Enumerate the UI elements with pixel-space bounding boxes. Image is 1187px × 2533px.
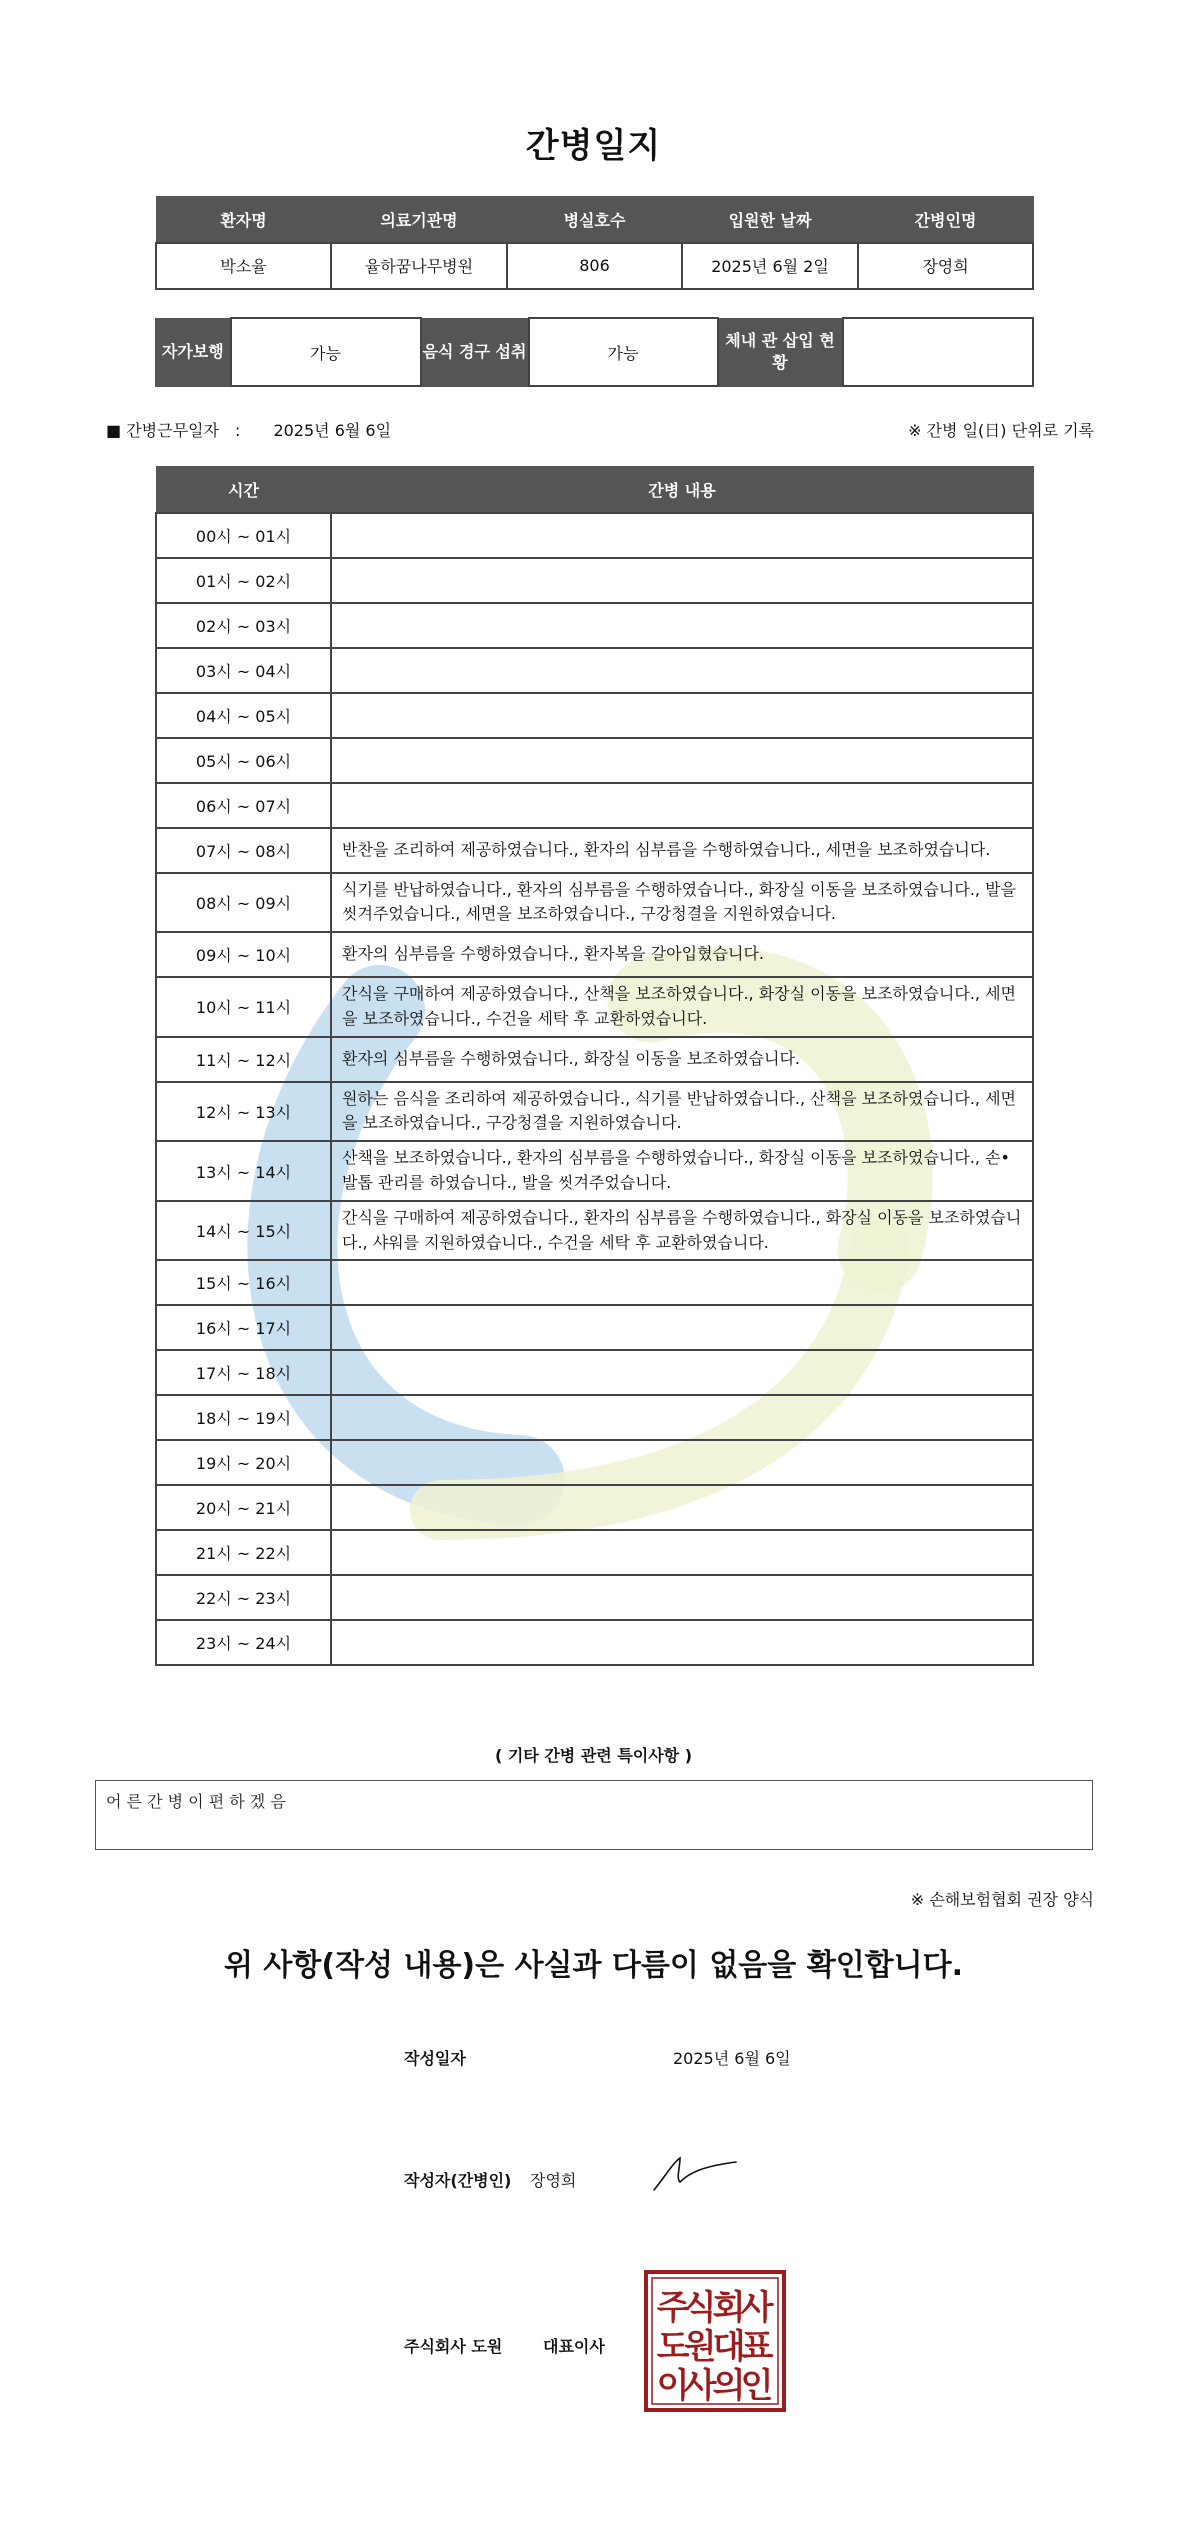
oral-intake-value: 가능	[529, 318, 718, 386]
log-row	[156, 1395, 1033, 1440]
log-row	[156, 1305, 1033, 1350]
log-row	[156, 1037, 1033, 1082]
log-time: 22시 ~ 23시	[156, 1575, 331, 1620]
log-time: 17시 ~ 18시	[156, 1350, 331, 1395]
svg-text:대: 대	[712, 2327, 746, 2367]
log-content: 식기를 반납하였습니다., 환자의 심부름을 수행하였습니다., 화장실 이동을 보조하였습니다., 발을 씻겨주었습니다., 세면을 보조하였습니다., 구강청결을 지원하였습니다.	[331, 873, 1033, 933]
header-admission-date: 입원한 날짜	[682, 197, 858, 243]
log-content	[331, 1530, 1033, 1575]
log-row	[156, 1485, 1033, 1530]
log-content	[331, 1575, 1033, 1620]
log-content: 간식을 구매하여 제공하였습니다., 산책을 보조하였습니다., 화장실 이동을 보조하였습니다., 세면을 보조하였습니다., 수건을 세탁 후 교환하였습니다.	[331, 977, 1033, 1037]
log-row	[156, 1201, 1033, 1261]
log-time: 00시 ~ 01시	[156, 513, 331, 558]
log-time: 04시 ~ 05시	[156, 693, 331, 738]
svg-text:표: 표	[740, 2327, 774, 2367]
unit-note: ※ 간병 일(日) 단위로 기록	[908, 421, 1094, 440]
log-content	[331, 513, 1033, 558]
log-content	[331, 693, 1033, 738]
log-row	[156, 977, 1033, 1037]
log-time: 08시 ~ 09시	[156, 873, 331, 933]
log-content	[331, 1395, 1033, 1440]
log-row	[156, 783, 1033, 828]
svg-text:주: 주	[656, 2288, 690, 2328]
log-row	[156, 932, 1033, 977]
log-time: 18시 ~ 19시	[156, 1395, 331, 1440]
admission-date: 2025년 6월 2일	[682, 243, 858, 289]
log-time: 13시 ~ 14시	[156, 1141, 331, 1201]
log-time: 03시 ~ 04시	[156, 648, 331, 693]
log-time: 06시 ~ 07시	[156, 783, 331, 828]
care-log-table	[155, 466, 1034, 1666]
svg-text:의: 의	[712, 2366, 746, 2406]
form-source-note: ※ 손해보험협회 권장 양식	[910, 1890, 1094, 1909]
log-row	[156, 1620, 1033, 1665]
log-content	[331, 1305, 1033, 1350]
log-content	[331, 558, 1033, 603]
log-time: 12시 ~ 13시	[156, 1082, 331, 1142]
log-content	[331, 1260, 1033, 1305]
self-walk-label: 자가보행	[156, 318, 231, 386]
log-time: 16시 ~ 17시	[156, 1305, 331, 1350]
writer-label: 작성자(간병인)	[404, 2171, 512, 2190]
work-date-label: ■ 간병근무일자 :	[106, 421, 241, 440]
log-row	[156, 1141, 1033, 1201]
log-time: 21시 ~ 22시	[156, 1530, 331, 1575]
document-title: 간병일지	[525, 126, 662, 166]
write-date-value: 2025년 6월 6일	[673, 2049, 791, 2068]
log-row	[156, 603, 1033, 648]
handwritten-signature	[650, 2150, 740, 2195]
log-time: 05시 ~ 06시	[156, 738, 331, 783]
work-date-value: 2025년 6월 6일	[273, 421, 392, 440]
svg-text:회: 회	[712, 2288, 746, 2328]
caregiver-name: 장영희	[858, 243, 1033, 289]
svg-text:원: 원	[683, 2327, 717, 2367]
log-time: 07시 ~ 08시	[156, 828, 331, 873]
log-content	[331, 1485, 1033, 1530]
log-content	[331, 648, 1033, 693]
company-label: 주식회사 도원	[404, 2337, 503, 2356]
log-row	[156, 1575, 1033, 1620]
header-time: 시간	[156, 467, 331, 513]
header-care-content: 간병 내용	[331, 467, 1033, 513]
header-room-number: 병실호수	[507, 197, 682, 243]
tube-value	[843, 318, 1033, 386]
patient-name: 박소율	[156, 243, 331, 289]
header-patient-name: 환자명	[156, 197, 331, 243]
log-content: 반찬을 조리하여 제공하였습니다., 환자의 심부름을 수행하였습니다., 세면을 보조하였습니다.	[331, 828, 1033, 873]
log-time: 11시 ~ 12시	[156, 1037, 331, 1082]
patient-status-table	[155, 317, 1034, 387]
log-row	[156, 738, 1033, 783]
svg-text:사: 사	[740, 2288, 774, 2328]
oral-intake-label: 음식 경구 섭취	[421, 318, 529, 386]
write-date-label: 작성일자	[404, 2049, 466, 2068]
svg-text:사: 사	[683, 2366, 717, 2406]
log-time: 23시 ~ 24시	[156, 1620, 331, 1665]
log-content	[331, 1620, 1033, 1665]
log-time: 02시 ~ 03시	[156, 603, 331, 648]
room-number: 806	[507, 243, 682, 289]
hospital-name: 율하꿈나무병원	[331, 243, 507, 289]
log-content: 원하는 음식을 조리하여 제공하였습니다., 식기를 반납하였습니다., 산책을 보조하였습니다., 세면을 보조하였습니다., 구강청결을 지원하였습니다.	[331, 1082, 1033, 1142]
extra-notes-box: 어 른 간 병 이 편 하 겠 음	[95, 1780, 1093, 1850]
extra-notes-title: ( 기타 간병 관련 특이사항 )	[494, 1746, 693, 1765]
svg-text:식: 식	[683, 2288, 717, 2328]
log-content	[331, 783, 1033, 828]
log-row	[156, 1260, 1033, 1305]
log-row	[156, 693, 1033, 738]
log-content	[331, 603, 1033, 648]
log-content: 산책을 보조하였습니다., 환자의 심부름을 수행하였습니다., 화장실 이동을 보조하였습니다., 손•발톱 관리를 하였습니다., 발을 씻겨주었습니다.	[331, 1141, 1033, 1201]
log-content	[331, 1350, 1033, 1395]
svg-text:인: 인	[740, 2366, 774, 2406]
self-walk-value: 가능	[231, 318, 421, 386]
log-content: 환자의 심부름을 수행하였습니다., 화장실 이동을 보조하였습니다.	[331, 1037, 1033, 1082]
header-caregiver-name: 간병인명	[858, 197, 1033, 243]
log-row	[156, 1350, 1033, 1395]
svg-text:도: 도	[656, 2327, 690, 2367]
log-content: 간식을 구매하여 제공하였습니다., 환자의 심부름을 수행하였습니다., 화장실 이동을 보조하였습니다., 샤워를 지원하였습니다., 수건을 세탁 후 교환하였습니다.	[331, 1201, 1033, 1261]
log-time: 19시 ~ 20시	[156, 1440, 331, 1485]
log-row	[156, 1530, 1033, 1575]
log-row	[156, 1440, 1033, 1485]
log-row	[156, 558, 1033, 603]
writer-name: 장영희	[530, 2171, 577, 2190]
tube-label: 체내 관 삽입 현황	[718, 318, 843, 386]
header-hospital-name: 의료기관명	[331, 197, 507, 243]
log-content: 환자의 심부름을 수행하였습니다., 환자복을 갈아입혔습니다.	[331, 932, 1033, 977]
company-seal	[644, 2270, 786, 2412]
log-time: 09시 ~ 10시	[156, 932, 331, 977]
work-date	[106, 418, 391, 441]
log-row	[156, 828, 1033, 873]
confirmation-statement: 위 사항(작성 내용)은 사실과 다름이 없음을 확인합니다.	[223, 1948, 964, 1983]
log-row	[156, 873, 1033, 933]
log-time: 01시 ~ 02시	[156, 558, 331, 603]
svg-text:이: 이	[656, 2366, 690, 2406]
log-content	[331, 738, 1033, 783]
log-row	[156, 513, 1033, 558]
log-time: 10시 ~ 11시	[156, 977, 331, 1037]
log-row	[156, 1082, 1033, 1142]
log-time: 15시 ~ 16시	[156, 1260, 331, 1305]
log-row	[156, 648, 1033, 693]
ceo-label: 대표이사	[543, 2337, 605, 2356]
log-content	[331, 1440, 1033, 1485]
log-time: 14시 ~ 15시	[156, 1201, 331, 1261]
patient-info-table	[155, 196, 1034, 290]
log-time: 20시 ~ 21시	[156, 1485, 331, 1530]
